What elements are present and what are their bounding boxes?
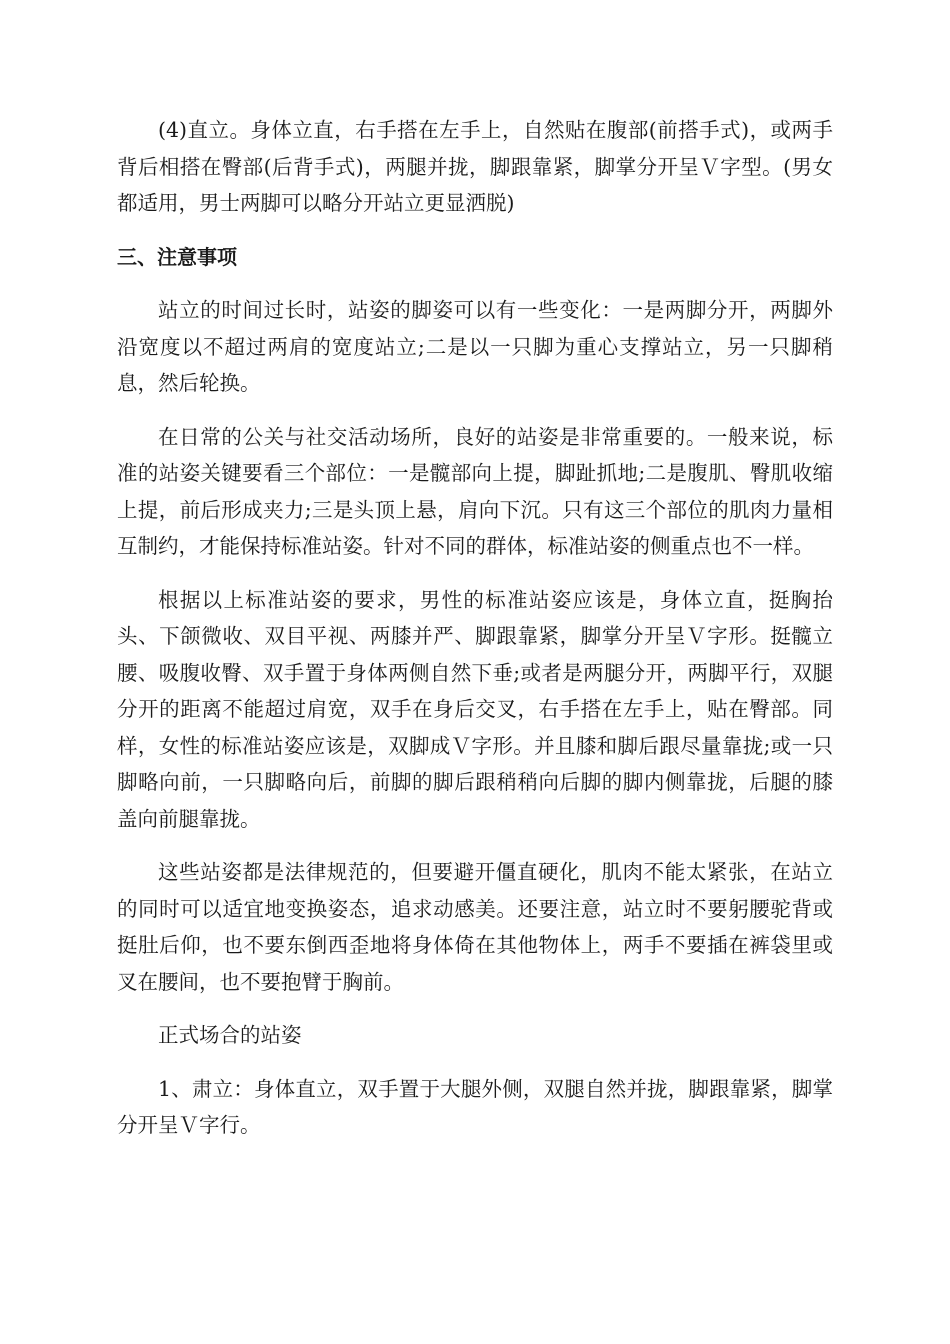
paragraph-long-standing: 站立的时间过长时，站姿的脚姿可以有一些变化：一是两脚分开，两脚外沿宽度以不超过两肩的宽度站立;二是以一只脚为重心支撑站立，另一只脚稍息，然后轮换。 — [117, 298, 833, 395]
paragraph-avoid-stiffness: 这些站姿都是法律规范的，但要避开僵直硬化，肌肉不能太紧张，在站立的同时可以适宜地变换姿态，追求动感美。还要注意，站立时不要躬腰驼背或挺肚后仰，也不要东倒西歪地将身体倚在其他物体上，两手不要插在裤袋里或叉在腰间，也不要抱臂于胸前。 — [117, 860, 833, 994]
subheading-formal-occasions: 正式场合的站姿 — [158, 1023, 302, 1047]
paragraph-attention-stance: 1、肃立：身体直立，双手置于大腿外侧，双腿自然并拢，脚跟靠紧，脚掌分开呈Ｖ字行。 — [117, 1076, 833, 1137]
paragraph-upright-posture: (4)直立。身体立直，右手搭在左手上，自然贴在腹部(前搭手式)，或两手背后相搭在臀部(后背手式)，两腿并拢，脚跟靠紧，脚掌分开呈Ｖ字型。(男女都适用，男士两脚可以略分开站立更显洒脱) — [117, 118, 833, 215]
section-heading-precautions: 三、注意事项 — [117, 244, 237, 269]
document-body — [117, 112, 833, 1161]
paragraph-standard-posture: 在日常的公关与社交活动场所，良好的站姿是非常重要的。一般来说，标准的站姿关键要看三个部位：一是髋部向上提，脚趾抓地;二是腹肌、臀肌收缩上提，前后形成夹力;三是头顶上悬，肩向下沉。只有这三个部位的肌肉力量相互制约，才能保持标准站姿。针对不同的群体，标准站姿的侧重点也不一样。 — [117, 424, 833, 558]
paragraph-male-female-posture: 根据以上标准站姿的要求，男性的标准站姿应该是，身体立直，挺胸抬头、下颌微收、双目平视、两膝并严、脚跟靠紧，脚掌分开呈Ｖ字形。挺髋立腰、吸腹收臀、双手置于身体两侧自然下垂;或者是两腿分开，两脚平行，双腿分开的距离不能超过肩宽，双手在身后交叉，右手搭在左手上，贴在臀部。同样，女性的标准站姿应该是，双脚成Ｖ字形。并且膝和脚后跟尽量靠拢;或一只脚略向前，一只脚略向后，前脚的脚后跟稍稍向后脚的脚内侧靠拢，后腿的膝盖向前腿靠拢。 — [117, 587, 833, 831]
